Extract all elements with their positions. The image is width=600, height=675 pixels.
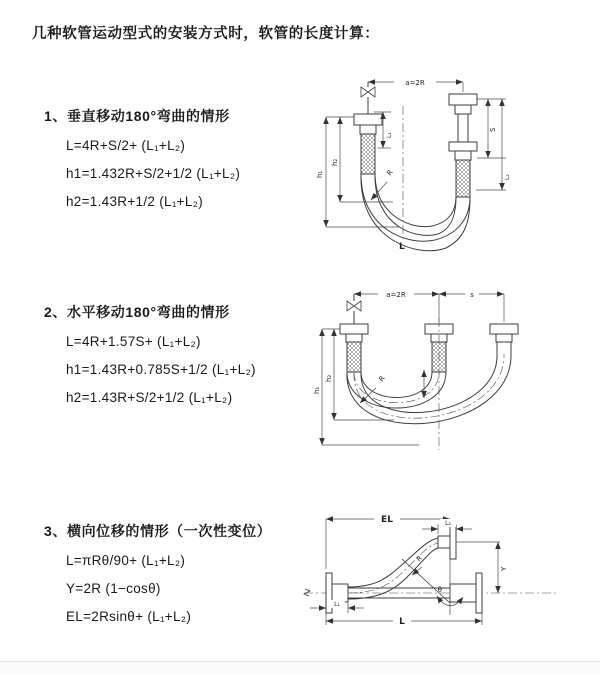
axis-break-mark xyxy=(304,589,310,596)
pipe-fitting xyxy=(354,114,382,125)
section-heading: 3、横向位移的情形（一次性变位） xyxy=(44,523,272,539)
dim-label-h2: h₂ xyxy=(331,158,339,166)
section-vertical-bend xyxy=(44,106,240,210)
formula-line: L=4R+S/2+ (L₁+L₂) xyxy=(66,138,186,153)
dim-label-shift: s xyxy=(470,291,474,299)
dim-label-h1: h₁ xyxy=(316,170,324,178)
hose-curve xyxy=(361,174,470,241)
dim-label-r: R xyxy=(385,168,395,178)
diagram-horizontal-180-bend xyxy=(314,282,526,460)
dim-label-l2: L₂ xyxy=(445,520,451,527)
dim-label-r: R xyxy=(414,554,424,564)
section-horizontal-bend xyxy=(44,302,256,406)
hose-braid xyxy=(347,342,361,372)
hose-braid xyxy=(361,134,375,174)
dim-label-l1: L₁ xyxy=(334,601,340,608)
radius-line xyxy=(402,559,450,603)
diagram-vertical-180-bend xyxy=(308,70,520,255)
dim-label-span: a=2R xyxy=(386,291,406,299)
formula-line: EL=2Rsinθ+ (L₁+L₂) xyxy=(66,609,192,624)
page-title: 几种软管运动型式的安装方式时，软管的长度计算： xyxy=(32,26,380,42)
formula-line: h2=1.43R+S/2+1/2 (L₁+L₂) xyxy=(66,390,233,405)
dim-label-l1: L₁ xyxy=(386,132,393,138)
formula-line: L=πRθ/90+ (L₁+L₂) xyxy=(66,553,186,568)
pipe-fitting xyxy=(449,94,477,105)
section-heading: 1、垂直移动180°弯曲的情形 xyxy=(44,108,230,124)
section-heading: 2、水平移动180°弯曲的情形 xyxy=(44,304,230,320)
valve-icon xyxy=(347,301,361,311)
section-lateral-displacement xyxy=(44,521,271,625)
pipe-fitting xyxy=(340,324,368,334)
formula-line: h1=1.43R+0.785S+1/2 (L₁+L₂) xyxy=(66,362,256,377)
pipe-fitting xyxy=(490,324,518,334)
scan-bottom-edge xyxy=(0,661,600,675)
formula-line: Y=2R (1−cosθ) xyxy=(66,581,161,596)
valve-icon xyxy=(361,87,375,97)
dim-label-h2: h₂ xyxy=(325,374,333,382)
dim-label-y: Y xyxy=(500,566,508,571)
dim-label-s: S xyxy=(489,127,497,132)
flange xyxy=(450,525,456,559)
diagram-lateral-displacement xyxy=(298,503,563,658)
formula-line: h2=1.43R+1/2 (L₁+L₂) xyxy=(66,194,204,209)
dim-label-l: L xyxy=(399,617,405,627)
dim-label-r: R xyxy=(377,374,387,384)
dim-label-h1: h₁ xyxy=(313,386,321,394)
dim-label-l2: L₂ xyxy=(504,174,511,180)
dim-label-el: EL xyxy=(381,515,393,525)
dim-label-theta: θ xyxy=(437,586,442,594)
dim-label-l: L xyxy=(399,242,405,252)
dim-label-span: a=2R xyxy=(405,79,425,87)
formula-line: L=4R+1.57S+ (L₁+L₂) xyxy=(66,334,201,349)
hose-braid xyxy=(456,160,470,197)
formula-line: h1=1.432R+S/2+1/2 (L₁+L₂) xyxy=(66,166,241,181)
flange xyxy=(476,573,482,613)
